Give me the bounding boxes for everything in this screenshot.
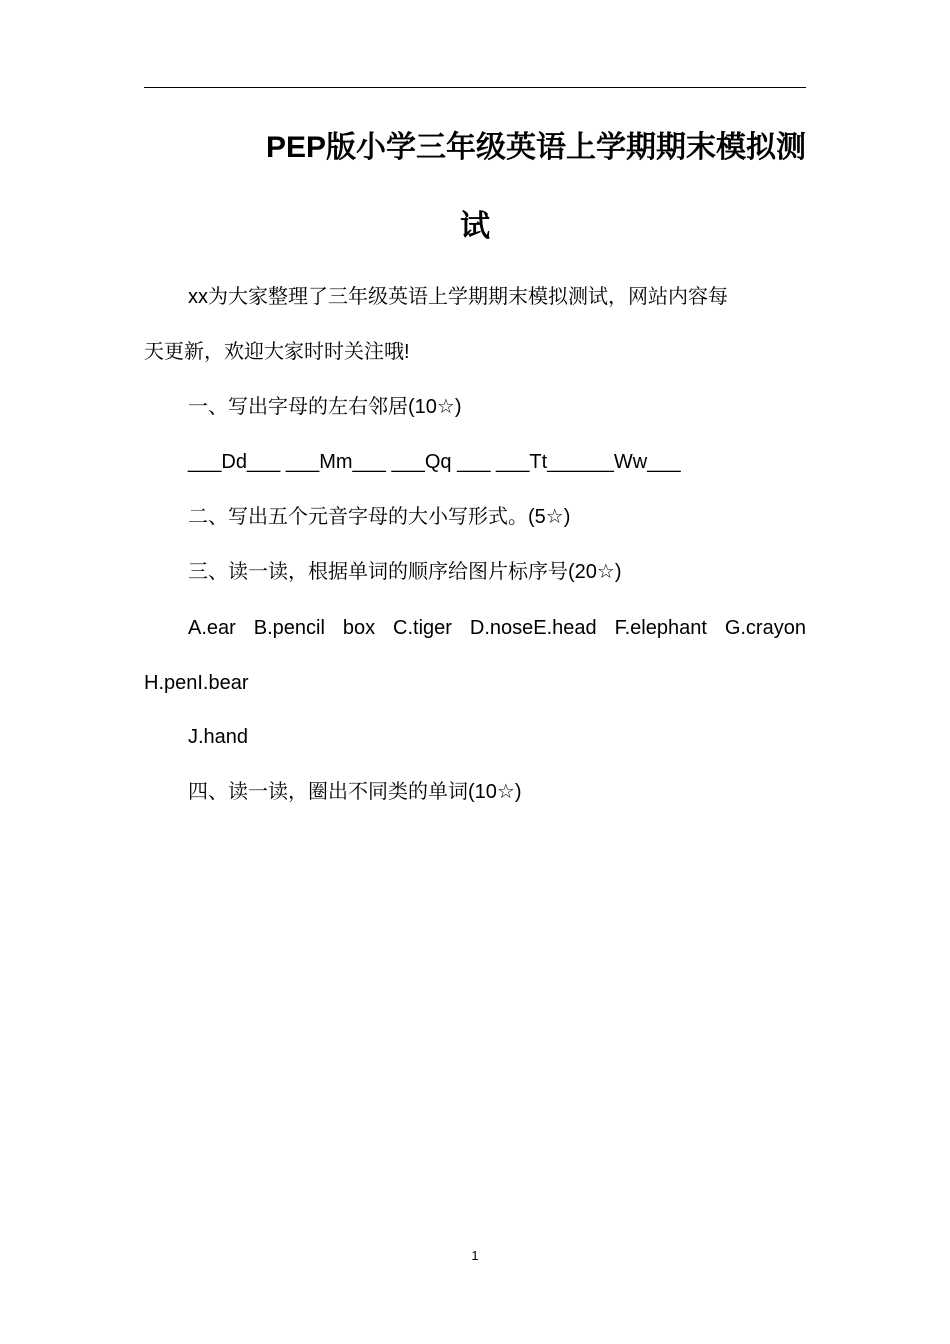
word-item: D.noseE.head — [469, 617, 597, 639]
page-number: 1 — [471, 1248, 479, 1263]
section-4-heading: 四、读一读，圈出不同类的单词(10☆) — [188, 781, 522, 803]
document-title-line-1: PEP版小学三年级英语上学期期末模拟测 — [265, 131, 806, 164]
word-item: G.crayon — [724, 617, 806, 639]
document-title-line-2: 试 — [460, 210, 490, 243]
section-1-exercise: ___Dd___ ___Mm___ ___Qq ___ ___Tt______Ww___ — [188, 451, 681, 473]
word-item: F.elephant — [614, 617, 707, 639]
section-3-heading: 三、读一读，根据单词的顺序给图片标序号(20☆) — [188, 561, 622, 583]
header-rule — [144, 87, 806, 88]
word-item: A.ear — [188, 617, 236, 639]
intro-paragraph-line-2: 天更新，欢迎大家时时关注哦! — [144, 341, 410, 363]
section-3-word-list-line-3: J.hand — [188, 726, 249, 748]
word-item: B.pencil — [253, 617, 325, 639]
word-item: box — [342, 617, 376, 639]
intro-paragraph-line-1: xx为大家整理了三年级英语上学期期末模拟测试，网站内容每 — [188, 286, 728, 308]
section-2-heading: 二、写出五个元音字母的大小写形式。(5☆) — [188, 506, 571, 528]
section-3-word-list-line-2: H.penI.bear — [144, 672, 249, 694]
section-3-word-list-line-1 — [144, 614, 806, 642]
section-1-heading: 一、写出字母的左右邻居(10☆) — [188, 396, 462, 418]
word-item: C.tiger — [393, 617, 452, 639]
